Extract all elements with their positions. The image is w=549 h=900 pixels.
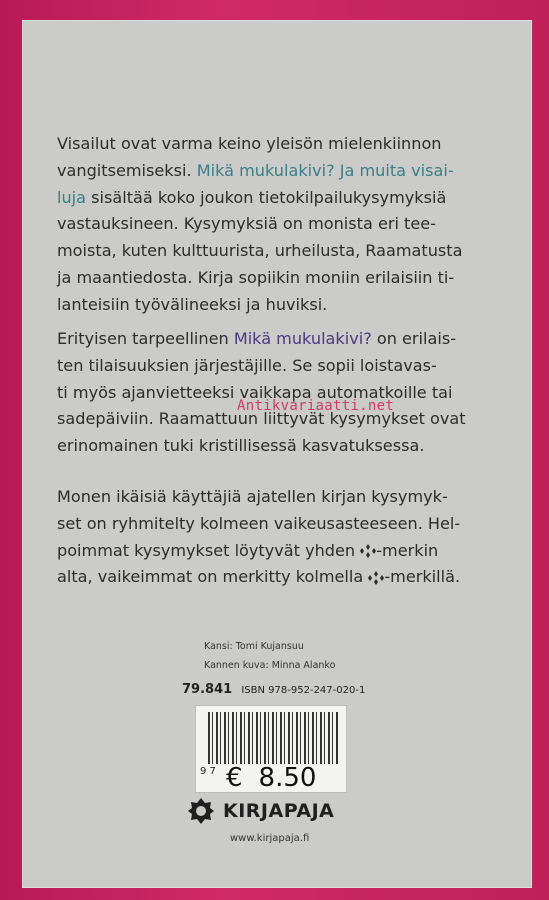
text-line: Monen ikäisiä käyttäjiä ajatellen kirjan kysymyk-: [57, 487, 448, 506]
barcode-digits: 9 7: [200, 766, 216, 777]
publisher-website: www.kirjapaja.fi: [230, 833, 310, 844]
text-line: ja maantiedosta. Kirja sopiikin moniin erilaisiin ti-: [57, 267, 455, 287]
text-line: vastauksineen. Kysymyksiä on monista eri tee-: [57, 214, 436, 234]
text-line: ten tilaisuuksien järjestäjille. Se sopii loistavas-: [57, 355, 437, 375]
text-line: [57, 185, 499, 212]
text-line: ti myös ajanvietteeksi vaikkapa automatkoille tai: [57, 382, 453, 402]
text-line: sadepäiviin. Raamattuun liittyvät kysymykset ovat: [57, 409, 466, 429]
barcode: [208, 712, 338, 764]
text-line: Visailut ovat varma keino yleisön mielenkiinnon: [57, 134, 442, 153]
cover-image-credit: Kannen kuva: Minna Alanko: [204, 660, 336, 671]
isbn-line: [182, 682, 365, 697]
publisher-name: KIRJAPAJA: [223, 800, 335, 822]
text-line: [57, 326, 499, 353]
text-segment: -merkin: [376, 540, 439, 560]
book-title-highlight: Mikä mukulakivi? Ja muita visai-: [196, 160, 454, 180]
text-line: moista, kuten kulttuurista, urheilusta, Raamatusta: [57, 241, 463, 261]
diamond-cluster-icon: [368, 571, 384, 585]
text-segment: -merkillä.: [384, 567, 461, 587]
description-paragraph-3: [57, 484, 499, 591]
text-segment: alta, vaikeimmat on merkitty kolmella: [57, 567, 369, 587]
text-line: [57, 538, 499, 565]
kirjapaja-logo-icon: [187, 797, 215, 825]
book-title-highlight: Mikä mukulakivi?: [233, 329, 372, 348]
price-label: [226, 763, 316, 793]
text-segment: sisältää koko joukon tietokilpailukysymyksiä: [86, 187, 447, 207]
description-paragraph-1: [57, 131, 499, 319]
price-amount: 8.50: [258, 763, 317, 793]
text-line: set on ryhmitelty kolmeen vaikeusasteeseen. Hel-: [57, 513, 461, 533]
text-line: erinomainen tuki kristillisessä kasvatuksessa.: [57, 436, 425, 456]
text-segment: Erityisen tarpeellinen: [57, 329, 234, 348]
text-line: [57, 564, 499, 591]
text-segment: poimmat kysymykset löytyvät yhden: [57, 540, 361, 560]
isbn-number: ISBN 978-952-247-020-1: [241, 685, 366, 696]
text-segment: vangitsemiseksi.: [57, 160, 197, 180]
description-paragraph-2: [57, 326, 499, 460]
price-sticker: [195, 705, 347, 793]
text-line: lanteisiin työvälineeksi ja huviksi.: [57, 294, 328, 314]
book-title-highlight: luja: [57, 187, 87, 207]
watermark-text: Antikvariaatti.net: [237, 398, 395, 414]
text-segment: on erilais-: [371, 329, 457, 348]
publisher-logo: [187, 795, 334, 827]
text-line: [57, 158, 499, 185]
cover-credit: Kansi: Tomi Kujansuu: [204, 641, 304, 652]
diamond-cluster-icon: [360, 544, 376, 558]
currency-symbol: €: [226, 763, 243, 793]
classification-code: 79.841: [182, 682, 233, 697]
